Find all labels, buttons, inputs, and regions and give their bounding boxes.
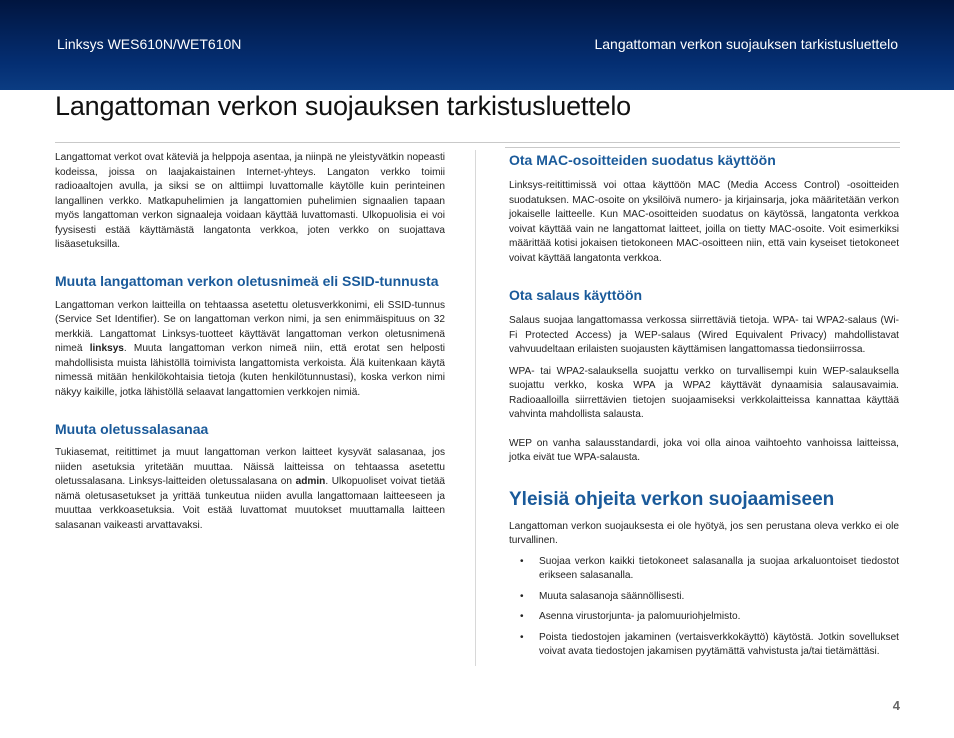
intro-paragraph: Langattomat verkot ovat käteviä ja helppoja asentaa, ja niinpä ne yleistyvätkin nopeasti kodeissa, joissa on laajakaistainen Internet-yhteys. Langaton verkko toimii radioaaltojen avulla, ja siksi se on alttiimpi luvattomalle käytölle kuin perinteinen langallinen verkko. Matkapuhelimien ja langattomien puhelimien signaalien tapaan myös langattoman verkon signaaleja voidaan käyttää luvattomasti. Ulkopuolisia ei voi fyysisesti estää käyttämästä langatonta verkkoa, joten verkko on suojattava lisäasetuksilla.: [55, 152, 445, 250]
header-section-name: Langattoman verkon suojauksen tarkistusluettelo: [594, 36, 898, 52]
ssid-default-name: linksys: [89, 343, 124, 354]
page-title: Langattoman verkon suojauksen tarkistusluettelo: [55, 91, 631, 121]
left-column: [55, 151, 445, 533]
column-divider: [475, 150, 476, 666]
list-item: • Muuta salasanoja säännöllisesti.: [509, 590, 899, 605]
encryption-paragraph-2: WPA- tai WPA2-salauksella suojattu verkko on turvallisempi kuin WEP-salauksella suojattu verkko, koska WPA ja WPA2 käyttävät dynaamisia salausavaimia. Radioaalloilla siirrettävien tietojen suojaamiseksi verkkolaitteissa kannattaa käyttää vahvinta mahdollista salausta.: [509, 365, 899, 420]
list-item: • Poista tiedostojen jakaminen (vertaisverkkokäyttö) käytöstä. Jotkin sovellukset voivat avata tiedostojen jakamisen pyytämättä vahvistusta ja/tai tietämättäsi.: [509, 631, 899, 660]
password-paragraph: Tukiasemat, reitittimet ja muut langattoman verkon laitteet kysyvät salasanaa, jos niiden asetuksia yritetään muuttaa. Näissä laitteissa on tehtaassa asetettu oletussalasana. Linksys-laitteiden oletussalasana on admin. Ulkopuoliset voivat tietää nämä oletusasetukset ja yrittää tunkeutua niiden avulla langattomaan laitteeseen ja muuttaa verkkoasetuksia. Voit estää luvattomat muutokset muuttamalla laitteen salasanan vaikeasti arvattavaksi.: [55, 447, 445, 531]
general-heading: Yleisiä ohjeita verkon suojaamiseen: [509, 488, 835, 510]
general-bullet-list: [509, 555, 899, 660]
encryption-paragraph-3: WEP on vanha salausstandardi, joka voi olla ainoa vaihtoehto vanhoissa laitteissa, jotka eivät tue WPA-salausta.: [509, 437, 899, 463]
list-item: • Asenna virustorjunta- ja palomuuriohjelmisto.: [509, 610, 899, 625]
mac-heading: Ota MAC-osoitteiden suodatus käyttöön: [509, 152, 776, 168]
ssid-paragraph: Langattoman verkon laitteilla on tehtaassa asetettu oletusverkkonimi, eli SSID-tunnus (Service Set Identifier). Se on langattoman verkon nimi, ja sen enimmäispituus on 32 merkkiä. Langattomat Linksys-tuotteet käyttävät langattoman verkon oletusnimenä nimeä linksys. Muuta langattoman verkon nimeä niin, että erotat sen helposti mahdollisista muista lähistöllä toimivista langattomista verkoista. Älä kuitenkaan käytä nimessä mitään henkilökohtaisia tietoja (kuten henkilötunnustasi), koska verkon nimi näkyy kaikille, jotka lähistöllä selaavat langattomien verkkojen nimiä.: [55, 299, 446, 398]
header-product-name: Linksys WES610N/WET610N: [57, 36, 242, 52]
encryption-heading: Ota salaus käyttöön: [509, 287, 643, 303]
right-column: [509, 151, 899, 660]
general-intro: Langattoman verkon suojauksesta ei ole hyötyä, jos sen perustana oleva verkko ei ole turvallinen.: [509, 520, 899, 546]
page-header: [0, 0, 954, 90]
default-password: admin: [295, 476, 326, 487]
page-number: 4: [892, 698, 900, 713]
mac-paragraph: Linksys-reitittimissä voi ottaa käyttöön MAC (Media Access Control) -osoitteiden suodatuksen. MAC-osoite on yksilöivä numero- ja kirjainsarja, joka määritetään verkon jokaiselle laitteelle. Kun MAC-osoitteiden suodatus on käytössä, langatonta verkkoa voivat käyttää vain ne langattomat laitteet, joilla on tietty MAC-osoite. Voit esimerkiksi määrittää kotisi jokaisen tietokoneen MAC-osoitteen niin, että vain kyseiset tietokoneet voivat käyttää langatonta verkkoa.: [509, 180, 899, 264]
right-column-top-divider: [505, 147, 900, 148]
title-divider: [55, 142, 900, 143]
list-item: • Suojaa verkon kaikki tietokoneet salasanalla ja suojaa arkaluontoiset tiedostot erikseen salasanalla.: [509, 555, 899, 584]
password-heading: Muuta oletussalasanaa: [55, 421, 209, 437]
encryption-paragraph-1: Salaus suojaa langattomassa verkossa siirrettäviä tietoja. WPA- tai WPA2-salaus (Wi-Fi Protected Access) ja WEP-salaus (Wired Equivalent Privacy) mahdollistavat vahvuudeltaan erilaisten suojausten käyttämisen langattomassa tiedonsiirrossa.: [509, 315, 899, 355]
ssid-heading: Muuta langattoman verkon oletusnimeä eli SSID-tunnusta: [55, 272, 439, 289]
